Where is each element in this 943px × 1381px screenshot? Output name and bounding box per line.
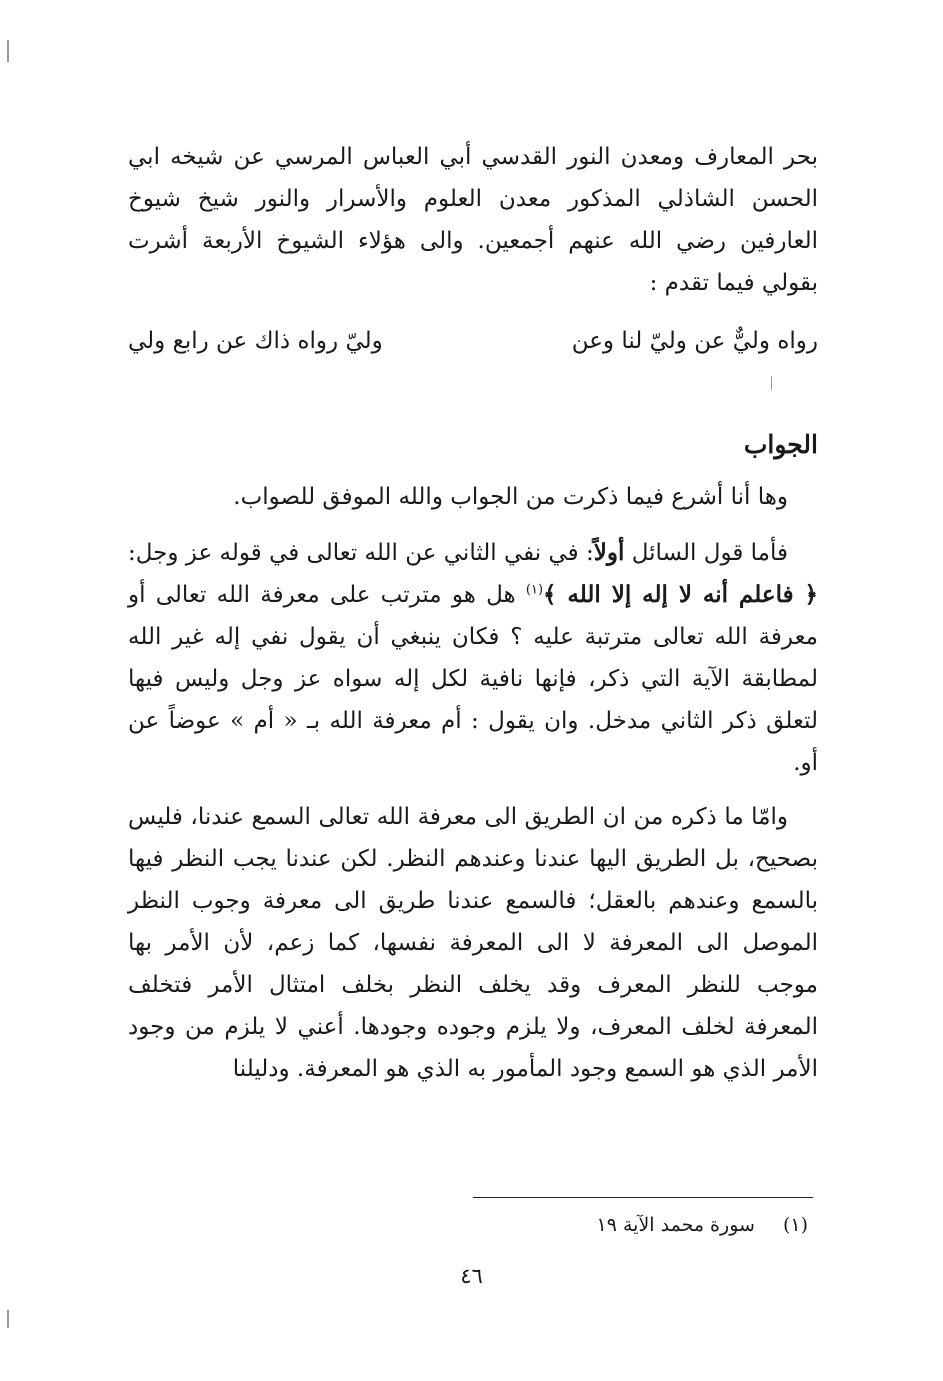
- quran-quote: ﴿ فاعلم أنه لا إله إلا الله ﴾: [543, 581, 818, 608]
- paragraph-2-lead: فأما قول السائل: [624, 540, 788, 566]
- scan-mark-middle: [771, 376, 772, 390]
- footnote: [597, 1210, 808, 1240]
- paragraph-2-lead-bold: أولاً: [593, 539, 625, 566]
- section-heading: الجواب: [743, 430, 818, 459]
- footnote-reference[interactable]: (١): [525, 582, 544, 598]
- verse-second-hemistich: وليّ رواه ذاك عن رابع ولي: [128, 328, 383, 354]
- paragraph-3: وامّا ما ذكره من ان الطريق الى معرفة الله تعالى السمع عندنا، فليس بصحيح، بل الطريق اليها عندنا وعندهم النظر. لكن عندنا يجب النظر فيها بالسمع وعندهم بالعقل؛ فالسمع عندنا طريق الى معرفة وجوب النظر الموصل الى المعرفة لا الى المعرفة نفسها، كما زعم، لأن الأمر بها موجب للنظر المعرف وقد يخلف النظر بخلف امتثال الأمر فتخلف المعرفة لخلف المعرف، ولا يلزم وجوده وجودها. أعني لا يلزم من وجود الأمر الذي هو السمع وجود المأمور به الذي هو المعرفة. ودليلنا: [128, 804, 818, 1082]
- scan-mark-left-bottom: [7, 1310, 9, 1328]
- paragraph-2-after-quran: هل هو مترتب على معرفة الله تعالى أو معرفة الله تعالى مترتبة عليه ؟ فكان ينبغي أن يقول نفي إله غير الله لمطابقة الآية التي ذكر، فإنها نافية لكل إله سواه عز وجل وليس فيها لتعلق ذكر الثاني مدخل. وان يقول : أم معرفة الله بـ « أم » عوضاً عن أو.: [128, 582, 818, 776]
- footnote-separator: [473, 1197, 813, 1198]
- intro-paragraph: بحر المعارف ومعدن النور القدسي أبي العباس المرسي عن شيخه ابي الحسن الشاذلي المذكور معدن العلوم والأسرار والنور شيخ شيوخ العارفين رضي الله عنهم أجمعين. والى هؤلاء الشيوخ الأربعة أشرت بقولي فيما تقدم :: [128, 144, 818, 296]
- footnote-number: (١): [782, 1214, 808, 1236]
- page-number: ٤٦: [460, 1264, 483, 1288]
- paragraph-2-before-quran: : في نفي الثاني عن الله تعالى في قوله عز وجل:: [128, 540, 594, 566]
- paragraph-1: وها أنا أشرع فيما ذكرت من الجواب والله الموفق للصواب.: [233, 484, 788, 510]
- footnote-text: سورة محمد الآية ١٩: [596, 1214, 755, 1236]
- paragraph-2: [128, 532, 818, 784]
- verse-first-hemistich: رواه وليٌّ عن وليّ لنا وعن: [571, 328, 818, 354]
- poem-verse: [128, 320, 818, 362]
- scan-mark-left-top: [7, 40, 9, 62]
